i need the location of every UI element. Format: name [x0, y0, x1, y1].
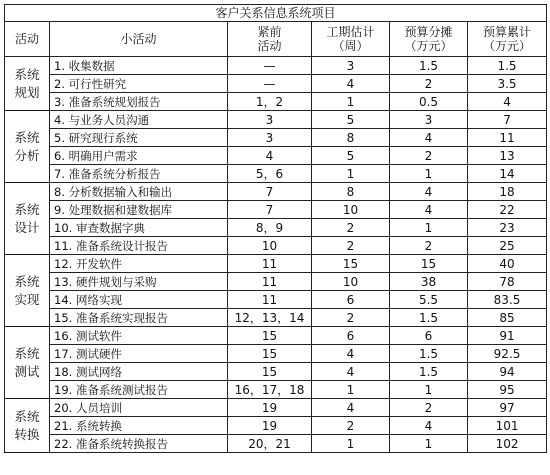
cumulative-cell: 3.5 [468, 75, 547, 93]
budget-cell: 1.5 [390, 345, 468, 363]
cumulative-cell: 4 [468, 93, 547, 111]
header-subactivity: 小活动 [50, 22, 228, 57]
table-row [5, 327, 547, 345]
subactivity-cell: 8. 分析数据输入和输出 [50, 183, 228, 201]
predecessor-cell: 19 [228, 399, 312, 417]
cumulative-cell: 78 [468, 273, 547, 291]
table-row [5, 345, 547, 363]
budget-cell: 1 [390, 165, 468, 183]
budget-cell: 4 [390, 417, 468, 435]
table-row [5, 399, 547, 417]
duration-cell: 8 [312, 129, 390, 147]
project-table [4, 4, 547, 453]
table-row [5, 93, 547, 111]
table-title: 客户关系信息系统项目 [5, 5, 547, 22]
cumulative-cell: 13 [468, 147, 547, 165]
cumulative-cell: 7 [468, 111, 547, 129]
predecessor-cell: 8，9 [228, 219, 312, 237]
subactivity-cell: 13. 硬件规划与采购 [50, 273, 228, 291]
duration-cell: 2 [312, 309, 390, 327]
cumulative-cell: 95 [468, 381, 547, 399]
predecessor-cell: 15 [228, 345, 312, 363]
cumulative-cell: 94 [468, 363, 547, 381]
table-row [5, 381, 547, 399]
predecessor-cell: 12，13，14 [228, 309, 312, 327]
subactivity-cell: 16. 测试软件 [50, 327, 228, 345]
budget-cell: 1 [390, 219, 468, 237]
duration-cell: 4 [312, 345, 390, 363]
duration-cell: 15 [312, 255, 390, 273]
header-cumulative: 预算累计 （万元） [468, 22, 547, 57]
activity-group-name: 系统 分析 [5, 111, 50, 183]
subactivity-cell: 20. 人员培训 [50, 399, 228, 417]
subactivity-cell: 1. 收集数据 [50, 57, 228, 75]
cumulative-cell: 25 [468, 237, 547, 255]
predecessor-cell: 20，21 [228, 435, 312, 453]
table-row [5, 255, 547, 273]
subactivity-cell: 15. 准备系统实现报告 [50, 309, 228, 327]
cumulative-cell: 101 [468, 417, 547, 435]
budget-cell: 2 [390, 147, 468, 165]
budget-cell: 15 [390, 255, 468, 273]
cumulative-cell: 18 [468, 183, 547, 201]
table-row [5, 309, 547, 327]
duration-cell: 3 [312, 57, 390, 75]
table-row [5, 57, 547, 75]
cumulative-cell: 83.5 [468, 291, 547, 309]
duration-cell: 4 [312, 75, 390, 93]
duration-cell: 5 [312, 111, 390, 129]
table-body [5, 5, 547, 453]
predecessor-cell: 3 [228, 129, 312, 147]
duration-cell: 2 [312, 417, 390, 435]
subactivity-cell: 14. 网络实现 [50, 291, 228, 309]
cumulative-cell: 92.5 [468, 345, 547, 363]
cumulative-cell: 40 [468, 255, 547, 273]
predecessor-cell: 16，17，18 [228, 381, 312, 399]
table-row [5, 219, 547, 237]
budget-cell: 4 [390, 129, 468, 147]
predecessor-cell: — [228, 75, 312, 93]
duration-cell: 1 [312, 435, 390, 453]
duration-cell: 4 [312, 399, 390, 417]
budget-cell: 1.5 [390, 57, 468, 75]
cumulative-cell: 91 [468, 327, 547, 345]
duration-cell: 1 [312, 93, 390, 111]
budget-cell: 1.5 [390, 309, 468, 327]
subactivity-cell: 21. 系统转换 [50, 417, 228, 435]
subactivity-cell: 5. 研究现行系统 [50, 129, 228, 147]
budget-cell: 2 [390, 399, 468, 417]
duration-cell: 10 [312, 201, 390, 219]
duration-cell: 6 [312, 291, 390, 309]
header-activity: 活动 [5, 22, 50, 57]
table-row [5, 363, 547, 381]
project-table-sheet [4, 4, 546, 470]
header-predecessor: 紧前 活动 [228, 22, 312, 57]
subactivity-cell: 6. 明确用户需求 [50, 147, 228, 165]
cumulative-cell: 97 [468, 399, 547, 417]
subactivity-cell: 4. 与业务人员沟通 [50, 111, 228, 129]
duration-cell: 10 [312, 273, 390, 291]
budget-cell: 6 [390, 327, 468, 345]
subactivity-cell: 3. 准备系统规划报告 [50, 93, 228, 111]
duration-cell: 2 [312, 237, 390, 255]
budget-cell: 38 [390, 273, 468, 291]
predecessor-cell: 10 [228, 237, 312, 255]
title-row [5, 5, 547, 22]
subactivity-cell: 12. 开发软件 [50, 255, 228, 273]
cumulative-cell: 1.5 [468, 57, 547, 75]
predecessor-cell: 1，2 [228, 93, 312, 111]
activity-group-name: 系统 转换 [5, 399, 50, 453]
table-row [5, 417, 547, 435]
duration-cell: 2 [312, 219, 390, 237]
duration-cell: 6 [312, 327, 390, 345]
predecessor-cell: 4 [228, 147, 312, 165]
predecessor-cell: 11 [228, 255, 312, 273]
subactivity-cell: 19. 准备系统测试报告 [50, 381, 228, 399]
budget-cell: 1 [390, 381, 468, 399]
table-row [5, 237, 547, 255]
predecessor-cell: 7 [228, 201, 312, 219]
table-row [5, 183, 547, 201]
duration-cell: 4 [312, 363, 390, 381]
table-row [5, 111, 547, 129]
subactivity-cell: 18. 测试网络 [50, 363, 228, 381]
budget-cell: 4 [390, 201, 468, 219]
budget-cell: 1 [390, 435, 468, 453]
cumulative-cell: 22 [468, 201, 547, 219]
predecessor-cell: 15 [228, 327, 312, 345]
predecessor-cell: 7 [228, 183, 312, 201]
table-row [5, 435, 547, 453]
predecessor-cell: 11 [228, 291, 312, 309]
table-row [5, 291, 547, 309]
table-row [5, 273, 547, 291]
subactivity-cell: 17. 测试硬件 [50, 345, 228, 363]
budget-cell: 1.5 [390, 363, 468, 381]
budget-cell: 0.5 [390, 93, 468, 111]
table-row [5, 75, 547, 93]
table-row [5, 129, 547, 147]
table-row [5, 147, 547, 165]
subactivity-cell: 2. 可行性研究 [50, 75, 228, 93]
budget-cell: 2 [390, 237, 468, 255]
activity-group-name: 系统 实现 [5, 255, 50, 327]
duration-cell: 1 [312, 165, 390, 183]
subactivity-cell: 10. 审查数据字典 [50, 219, 228, 237]
subactivity-cell: 11. 准备系统设计报告 [50, 237, 228, 255]
table-row [5, 165, 547, 183]
activity-group-name: 系统 测试 [5, 327, 50, 399]
activity-group-name: 系统 设计 [5, 183, 50, 255]
duration-cell: 8 [312, 183, 390, 201]
predecessor-cell: 15 [228, 363, 312, 381]
table-row [5, 201, 547, 219]
subactivity-cell: 7. 准备系统分析报告 [50, 165, 228, 183]
predecessor-cell: 19 [228, 417, 312, 435]
predecessor-cell: — [228, 57, 312, 75]
header-budget: 预算分摊 （万元） [390, 22, 468, 57]
budget-cell: 4 [390, 183, 468, 201]
activity-group-name: 系统 规划 [5, 57, 50, 111]
cumulative-cell: 23 [468, 219, 547, 237]
predecessor-cell: 5，6 [228, 165, 312, 183]
cumulative-cell: 85 [468, 309, 547, 327]
predecessor-cell: 3 [228, 111, 312, 129]
subactivity-cell: 9. 处理数据和建数据库 [50, 201, 228, 219]
subactivity-cell: 22. 准备系统转换报告 [50, 435, 228, 453]
duration-cell: 5 [312, 147, 390, 165]
duration-cell: 1 [312, 381, 390, 399]
cumulative-cell: 102 [468, 435, 547, 453]
cumulative-cell: 14 [468, 165, 547, 183]
header-duration: 工期估计 （周） [312, 22, 390, 57]
header-row [5, 22, 547, 57]
budget-cell: 5.5 [390, 291, 468, 309]
cumulative-cell: 11 [468, 129, 547, 147]
budget-cell: 2 [390, 75, 468, 93]
budget-cell: 3 [390, 111, 468, 129]
predecessor-cell: 11 [228, 273, 312, 291]
